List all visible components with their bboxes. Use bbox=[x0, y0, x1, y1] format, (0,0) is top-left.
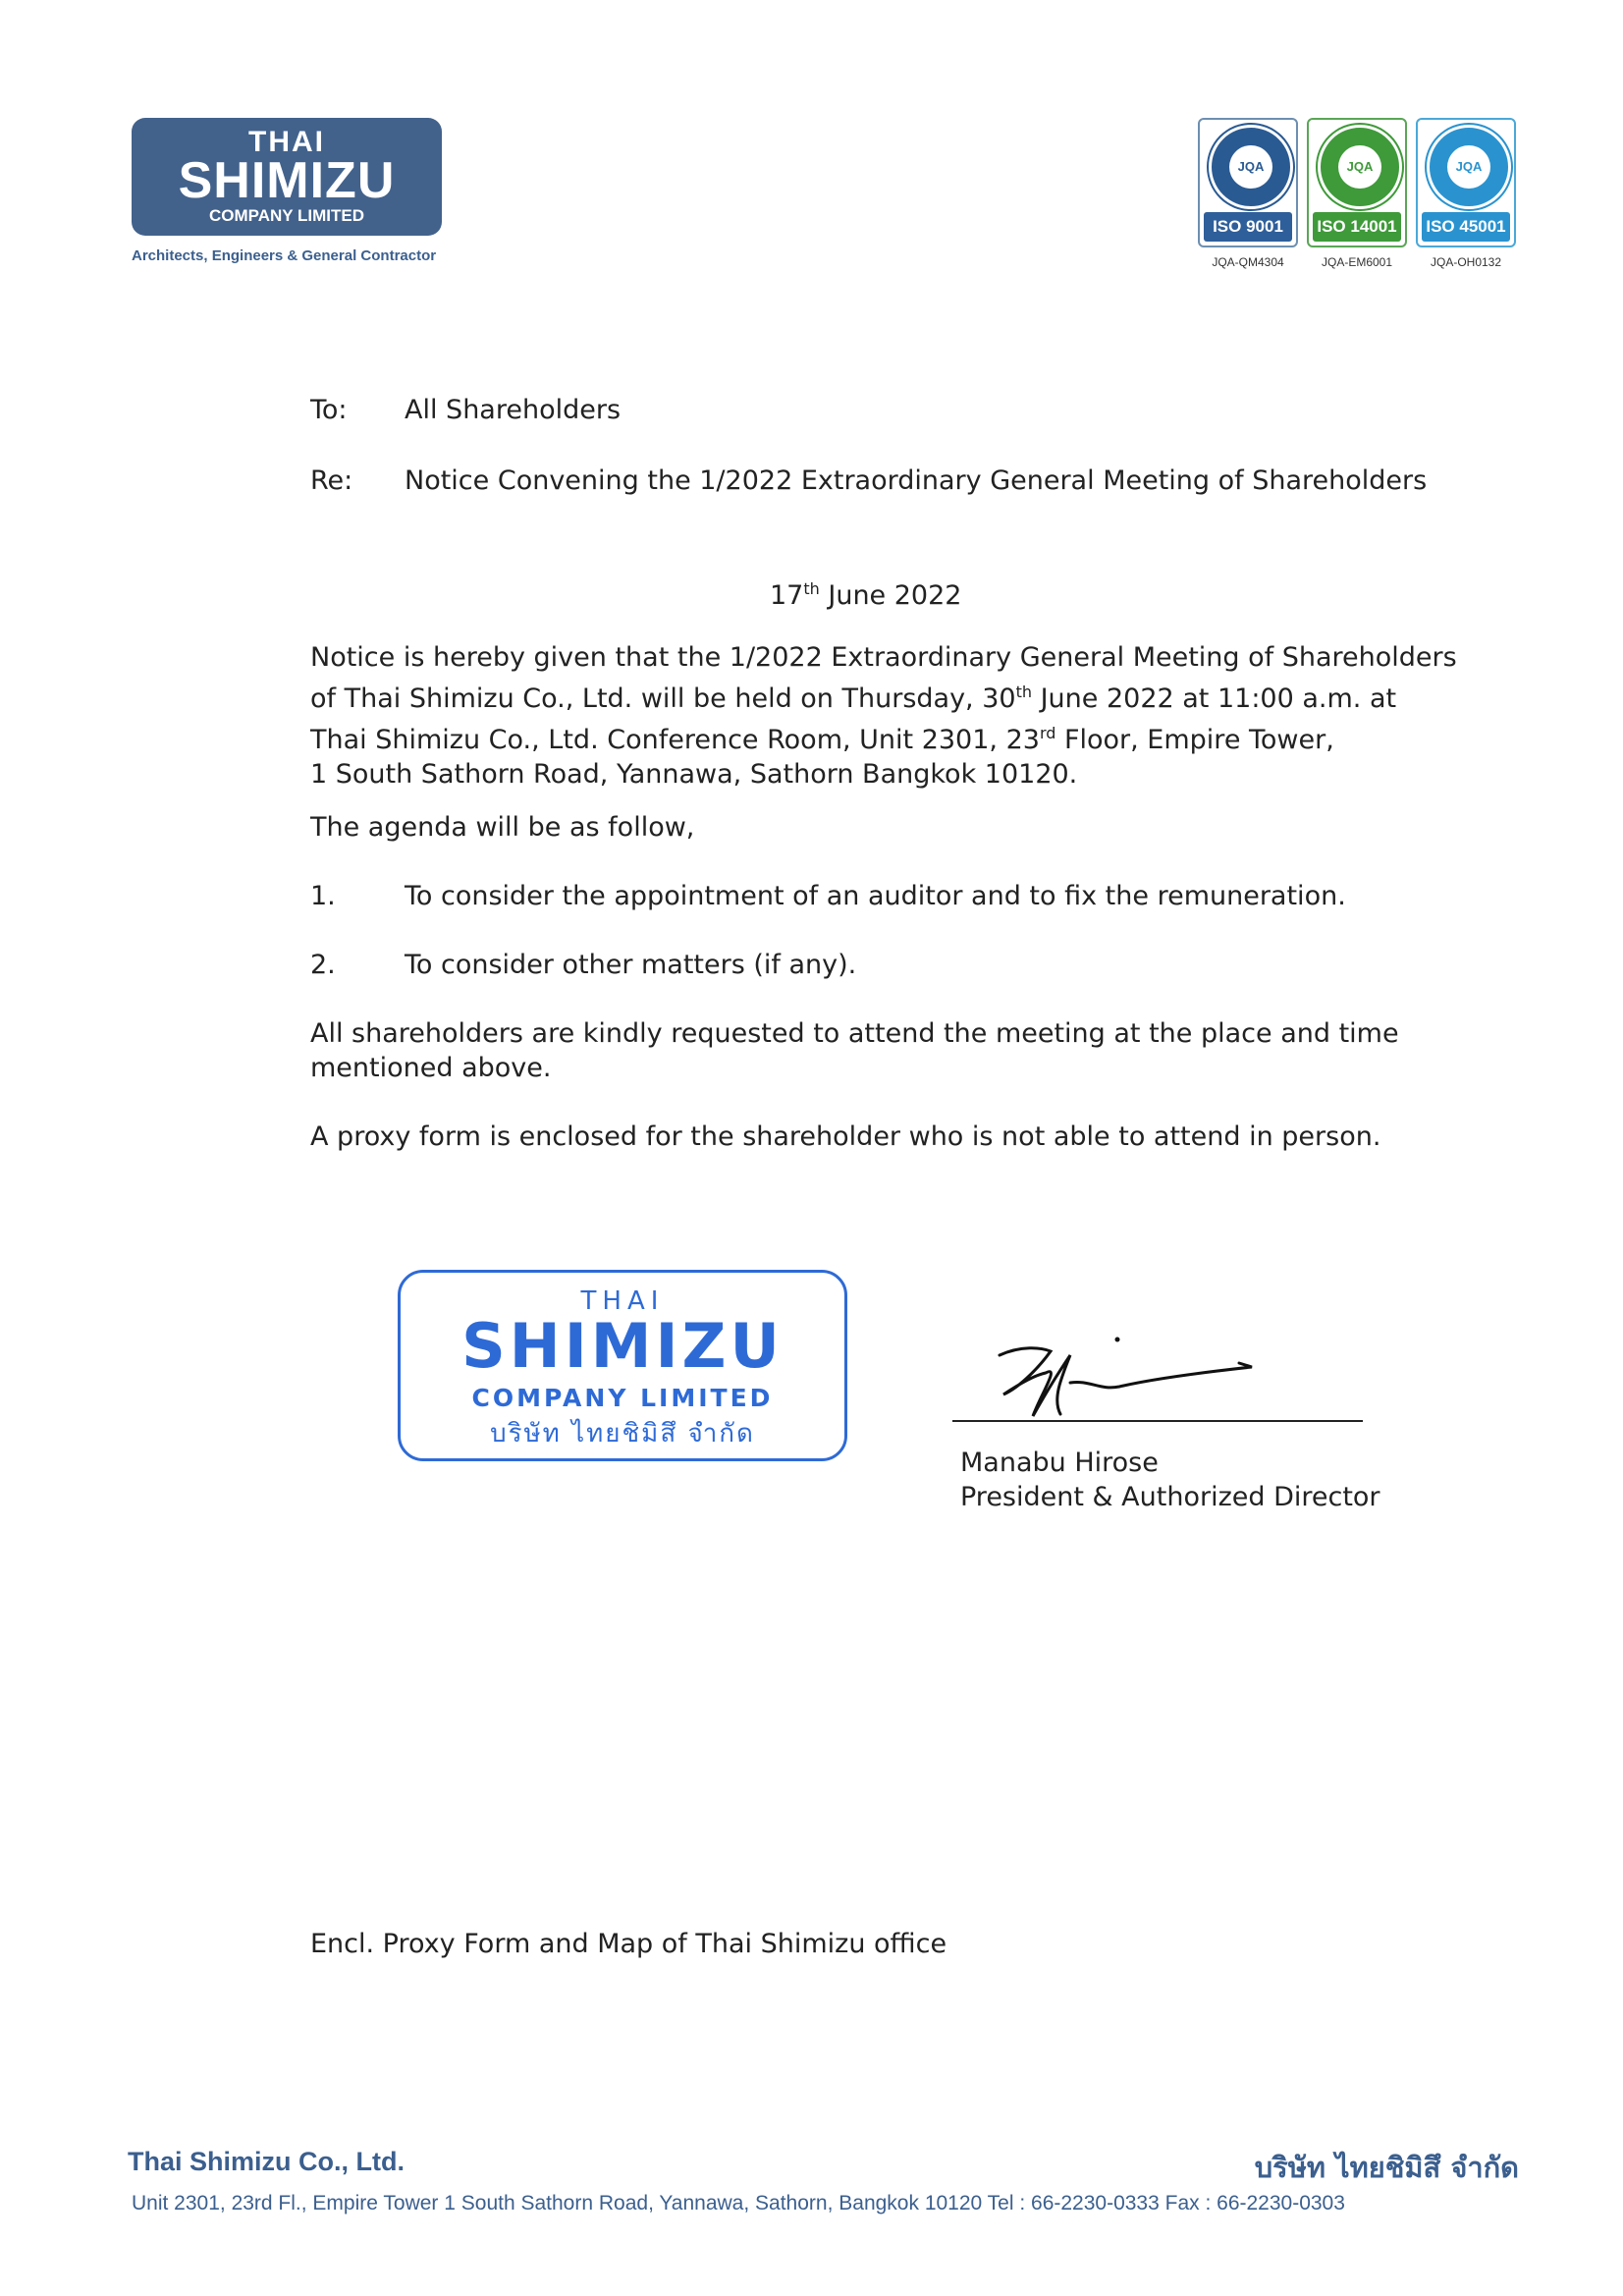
stamp-shimizu-text: SHIMIZU bbox=[461, 1310, 784, 1382]
attendance-request-paragraph: All shareholders are kindly requested to attend the meeting at the place and time mentioned above. bbox=[310, 1018, 1399, 1083]
signatory-title: President & Authorized Director bbox=[960, 1482, 1380, 1512]
agenda-item-text: To consider other matters (if any). bbox=[405, 950, 857, 980]
iso-9001-badge bbox=[1198, 118, 1298, 247]
stamp-thai-company-name: บริษัท ไทยชิมิสึ จำกัด bbox=[490, 1419, 755, 1449]
signature-line bbox=[952, 1420, 1363, 1422]
logo-shimizu-text: SHIMIZU bbox=[178, 152, 396, 209]
badge-label: ISO 45001 bbox=[1422, 212, 1510, 242]
stamp-company-limited-text: COMPANY LIMITED bbox=[471, 1384, 774, 1412]
agenda-intro: The agenda will be as follow, bbox=[310, 812, 695, 843]
footer-address: Unit 2301, 23rd Fl., Empire Tower 1 South Sathorn Road, Yannawa, Sathorn, Bangkok 10120 Tel : 66-2230-0333 Fax : 66-2230-0303 bbox=[132, 2192, 1345, 2214]
agenda-item-number: 1. bbox=[310, 881, 336, 911]
re-subject: Notice Convening the 1/2022 Extraordinary General Meeting of Shareholders bbox=[405, 465, 1428, 496]
to-value: All Shareholders bbox=[405, 395, 622, 425]
agenda-item-text: To consider the appointment of an auditor and to fix the remuneration. bbox=[405, 881, 1346, 911]
badge-code: JQA-QM4304 bbox=[1212, 255, 1284, 269]
jqa-certified-icon: JQA bbox=[1318, 125, 1402, 209]
company-logo bbox=[132, 118, 442, 236]
handwritten-signature bbox=[982, 1326, 1276, 1424]
company-seal-stamp bbox=[398, 1270, 847, 1461]
iso-45001-badge bbox=[1416, 118, 1516, 247]
logo-company-limited-text: COMPANY LIMITED bbox=[208, 206, 365, 225]
re-label: Re: bbox=[310, 465, 353, 496]
to-label: To: bbox=[310, 395, 348, 425]
stamp-thai-text: THAI bbox=[580, 1286, 665, 1316]
iso-14001-badge bbox=[1307, 118, 1407, 247]
proxy-paragraph: A proxy form is enclosed for the shareholder who is not able to attend in person. bbox=[310, 1121, 1381, 1152]
agenda-item-number: 2. bbox=[310, 950, 336, 980]
footer-company-name-thai: บริษัท ไทยชิมิสึ จำกัด bbox=[1254, 2151, 1519, 2184]
notice-paragraph: Notice is hereby given that the 1/2022 Extraordinary General Meeting of Shareholders of Thai Shimizu Co., Ltd. will be held on Thursday, 30th June 2022 at 11:00 a.m. at Thai Shimizu Co., Ltd. Conference Room, Unit 2301, 23rd Floor, Empire Tower, 1 South Sathorn Road, Yannawa, Sathorn Bangkok 10120. bbox=[310, 642, 1457, 790]
company-tagline: Architects, Engineers & General Contractor bbox=[132, 247, 437, 264]
badge-code: JQA-OH0132 bbox=[1430, 255, 1502, 269]
jqa-certified-icon: JQA bbox=[1427, 125, 1511, 209]
badge-label: ISO 14001 bbox=[1313, 212, 1401, 242]
badge-label: ISO 9001 bbox=[1204, 212, 1292, 242]
logo-thai-text: THAI bbox=[248, 126, 325, 158]
letter-date: 17th June 2022 bbox=[770, 579, 962, 611]
signatory-name: Manabu Hirose bbox=[960, 1448, 1159, 1478]
footer-company-name: Thai Shimizu Co., Ltd. bbox=[128, 2147, 405, 2176]
badge-code: JQA-EM6001 bbox=[1321, 255, 1393, 269]
enclosure-note: Encl. Proxy Form and Map of Thai Shimizu office bbox=[310, 1929, 947, 1959]
jqa-certified-icon: JQA bbox=[1209, 125, 1293, 209]
